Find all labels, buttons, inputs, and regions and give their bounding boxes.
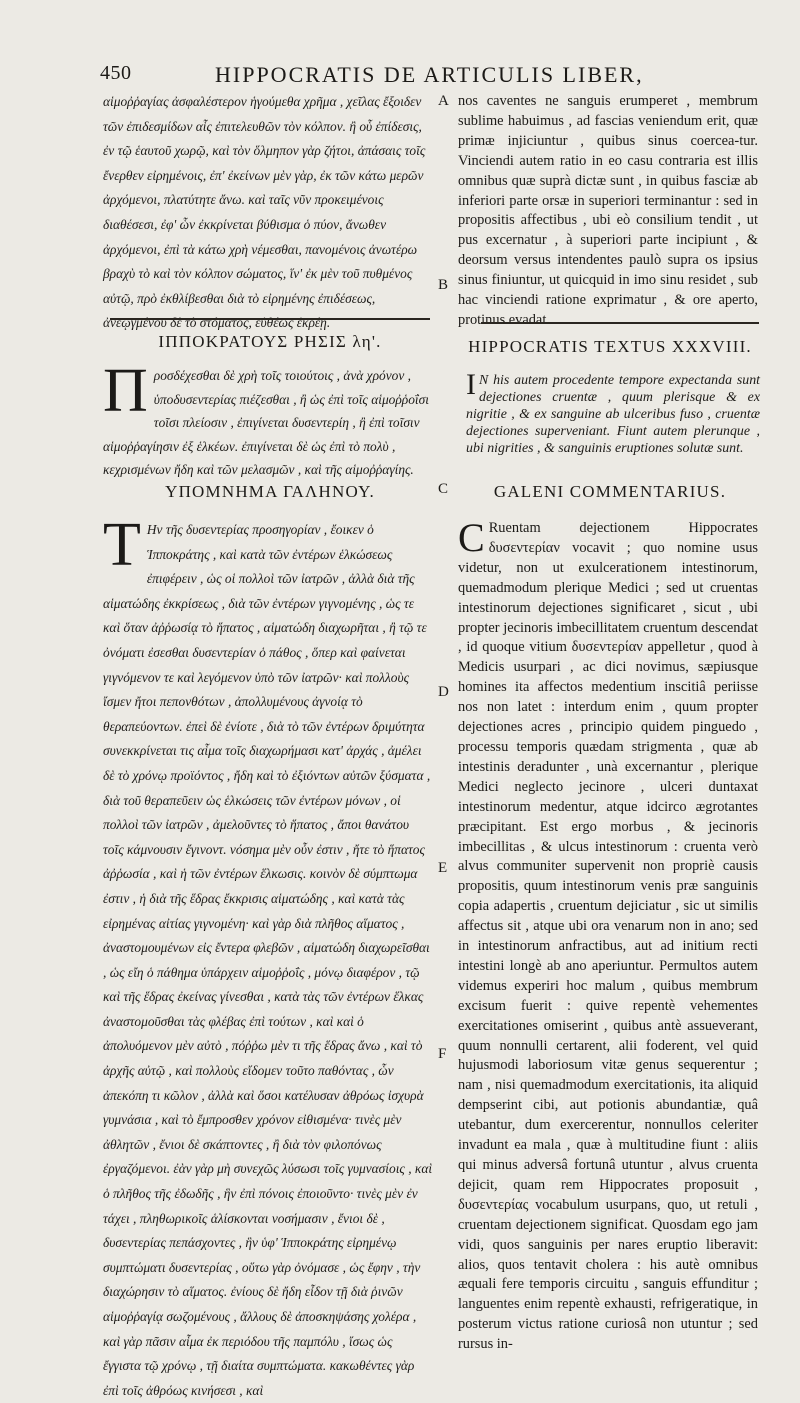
margin-letter-c: C — [438, 481, 449, 497]
margin-letter-d: D — [438, 684, 449, 700]
greek-commentary-initial: Τ — [103, 511, 141, 579]
greek-top-text: αἱμοῤῥαγίας ἀσφαλέστερον ἡγούμεθα χρῆμα , χεῖλας ἔξοιδεν τῶν ἐπιδεσμίδων αἷς ἐπιτελευθῶν τὸν κόλπον. ἢ οὗ ἐπίδεσις, ἐν τῷ ἑαυτοῦ χωρῷ, καὶ τὸν ὅλμηπον γὰρ ζήτοι, ἀπάσαις τοῖς ἔνερθεν εἰρημένοις, ἐπ' ἐκείνων μὲν γὰρ, ἐκ τῶν κάτω μερῶν ἀρχόμενοι, πλατύτητε ἄνω. καὶ ταῖς νῦν προκειμένοις διαθέσεσι, ἐφ' ὧν ἐκκρίνεται βύθισμα ὁ πύον, ἄνωθεν ἀρχόμενοι, ἐπὶ τὰ κάτω χρὴ νέμεσθαι, πανομένοις ἀνωτέρω βραχὺ τὸ καὶ τὸν κόλπον σώματος, ἵν' ἐκ μὲν τοῦ πυθμένος αὐτῷ, πρὸ ἐκθλίβεσθαι διὰ τὸ εἰρημένης ἐπιδέσεως, ἀνεῳγμένου δὲ τὸ στόματος, εὐθέως ἐκρέῃ. — [103, 94, 426, 331]
latin-textus-initial: I — [466, 368, 476, 401]
latin-text-heading: HIPPOCRATIS TEXTUS XXXVIII. — [468, 337, 752, 356]
greek-commentary-heading: ΥΠΟΜΝΗΜΑ ΓΑΛΗΝΟΥ. — [165, 482, 375, 501]
greek-commentary — [103, 511, 433, 1398]
greek-commentary-text: Ην τῆς δυσεντερίας προσηγορίαν , ἔοικεν ὁ Ἱπποκράτης , καὶ κατὰ τῶν ἐντέρων ἑλκώσεως ἐπιφέρειν , ὡς οἱ πολλοὶ τῶν ἰατρῶν , ἀλλὰ διὰ τῆς αἱματώδης ἐκκρίσεως , διὰ τῶν ἐντέρων γιγνομένης , ὡς τε καὶ ὅταν ἀῤῥωσίᾳ τὸ ἥπατος , αἱματώδη διαχωρῆται , ἢ τῷ τε ὀνόματι ἐσεσθαι δυσεντερίαν ὁ πάθος , ὅπερ καὶ φαίνεται γιγνόμενον τε καὶ λεγόμενον ὑπὸ τῶν ἰατρῶν· καὶ πολλοὺς ἴσμεν ἤτοι πεπονθότων , ἀπολλυμένους ἀγνοίᾳ τὸ θεραπεύοντων. ἐπεὶ δὲ ἐνίοτε , διὰ τὸ τῶν ἐντέρων δριμύτητα συνεκκρίνεται τις αἷμα τοῖς διαχωρήμασι κατ' ἀρχάς , ἀμέλει δὲ τὸ χρόνῳ προϊόντος , ἤδη καὶ τὸ ἐξιόντων αὐτῶν ξύσματα , διὰ τοῦ θεραπεῦειν ὡς ἑλκώσεις τῶν ἐντέρων μόνων , οἱ πολλοὶ τῶν ἰατρῶν , ἀμελοῦντες τὸ ἥπατος , ἄποι θανάτου τοῖς κάμνουσιν ἔγινοντ. νόσημα μὲν οὖν ἐστιν , ἤτε τὸ ἥπατος ἀῤῥωσία , καὶ ἡ τῶν ἐντέρων ἕλκωσις. κοινὸν δὲ σύμπτωμα ἐστιν , ἡ διὰ τῆς ἕδρας ἔκκρισις αἱματώδης , καὶ κατὰ τὰς εἰρημένας αἰτίας γιγνομένη· καὶ γὰρ διὰ πλῆθος αἵματος , ἀναστομουμένων εἰς ἔντερα φλεβῶν , αἱματώδη διαχωρεῖσθαι , ὡς εἴη ὁ πάθημα ὑπάρχειν αἱμοῤῥοΐς , μόνῳ διαφέρον , τῷ καὶ τῆς ἕδρας ἐκείνας γίνεσθαι , κατὰ τὰς τῶν ἐντέρων ἕλκας ἀναστομοῦσθαι τὰς φλέβας ἐπὶ τούτων , καὶ καὶ ὁ ἀπολυόμενον μὲν αὐτὸ , πόῤῥω μὲν τι τῆς ἕδρας ἄνω , καὶ τὸ ἀρχῆς αὐτῷ , καὶ πολλοὺς εἴδομεν τοῦτο παθόντας , ὧν ἀπεκόπη τι κῶλον , ἀλλὰ καὶ ὅσοι κατέλυσαν ἀθρόως ἰσχυρὰ γυμνάσια , καὶ τὸ ἔμπροσθεν χρόνον εἰθισμένα· τινὲς μὲν ἀθλητῶν , ἔνιοι δὲ σκάπτοντες , ἢ διὰ τὸν φιλοπόνως ἐργαζόμενοι. ἐὰν γὰρ μὴ συνεχῶς λύσωσι τοῖς γυμνασίοις , καὶ ὁ πλῆθος τῆς ἐδωδῆς , ἣν ἐπὶ πόνοις ἐποιοῦντο· τινὲς μὲν ἐν τάχει , πληθωρικοῖς ἁλίσκονται νοσήμασιν , ἔνιοι δὲ , δυσεντερίας πεπάσχοντες , ἣν ὑφ' Ἱπποκράτης εἰρημένῳ συμπτώματι δυσεντερίας , οὕτω γὰρ ὀνόμασε , ὡς ἔφην , τὴν διαχώρησιν τὸ αἵματος. ἐνίους δὲ ἤδη εἶδον τῇ διὰ ῥινῶν αἱμοῤῥαγίᾳ σωζομένους , ἄλλους δὲ ἀποσκηψάσης χολέρα , καὶ γὰρ πᾶσιν αἷμα ἐκ περιόδου τῆς παμπόλυ , ἴσως ὡς ἔγγιστα τῷ χρόνῳ , τῇ διαίτα συμπτώματα. κακωθέντες γὰρ ἐπὶ τοῖς ἀθρόως κινήσεσι , καὶ — [103, 522, 433, 1398]
page-number: 450 — [100, 62, 132, 84]
greek-textus-text: ροσδέχεσθαι δὲ χρὴ τοῖς τοιούτοις , ἀνὰ χρόνον , ὑποδυσεντερίας πιέζεσθαι , ἢ ὡς ἐπὶ τοῖς αἱμοῤῥοΐσι τοῖσι πλείοσιν , ἐπιγίνεται δυσεντερίη , ἢ ἐπὶ τοῖσιν αἱμοῤῥαγίησιν ἐξ ἑλκέων. ἐπιγίνεται δὲ ὡς ἐπὶ τὸ πολὺ , κεχρισμένων ἤδη καὶ τῶν μελασμῶν , καὶ τῆς αἱμοῤῥαγίης. — [103, 368, 429, 478]
latin-section-rule — [481, 322, 759, 324]
latin-textus — [466, 368, 760, 457]
margin-letter-f: F — [438, 1046, 447, 1062]
greek-text-heading: ΙΠΠΟΚΡΑΤΟΥΣ ΡΗΣΙΣ λη'. — [158, 332, 382, 351]
greek-textus-initial: Π — [103, 357, 148, 425]
margin-letter-e: E — [438, 860, 448, 876]
latin-top-text: nos caventes ne sanguis erumperet , membrum sublime habuimus , ad fascias veniendum erit, quæ primæ injiciuntur , quibus sinus coercea-tur. Vinciendi autem ratio in eo casu contraria est illis omnibus quæ suprà dictæ sunt , in quibus fasciæ ab inferiori parte orsæ in superiori terminantur : sed in propositis affectibus , ubi eò consilium tendit , ut pus excernatur , à superiori parte incipiunt , & deorsum versus intendentes paulò supra os ipsius sinus finiuntur, ut quicquid in imo sinu residet , sub hac vinciendi ratione exprimatur , & ore aperto, protinus evadat. — [458, 93, 758, 328]
latin-commentary — [458, 515, 758, 1353]
latin-commentary-heading: GALENI COMMENTARIUS. — [493, 482, 727, 501]
running-title: HIPPOCRATIS DE ARTICULIS LIBER, — [215, 62, 644, 87]
latin-textus-text: N his autem procedente tempore expectanda sunt dejectiones cruentæ , quum plerisque & ex nigritie , & ex sanguine ab ulceribus fuso , cruentæ dejectiones superveniant. Fiunt autem plerunque , ubi nigrities , & sanguinis eruptiones solutæ sunt. — [466, 373, 760, 457]
margin-letter-a: A — [438, 93, 449, 109]
latin-commentary-initial: C — [458, 515, 485, 560]
margin-letter-b: B — [438, 277, 449, 293]
greek-top-paragraph — [103, 90, 433, 331]
greek-section-rule — [110, 318, 430, 320]
latin-commentary-text: Ruentam dejectionem Hippocrates δυσεντερίαν vocavit ; quo nomine usus videtur, non ut exulcerationem intestinorum, quemadmodum plerique Medici ; sed ut cruentas intestinorum dejectiones significaret , sicut , ubi propter jecinoris imbecillitatem cruentum descendat , id quoque vitium δυσεντερίαν appelletur , quod à Medicis usurpari , ac dici novimus, sæpiusque homines ita affectos medentium inscitiâ periisse nos non latet : interdum enim , quum propter dejectiones acres , principio quidem pinguedo , processu temporis quædam strigmenta , quæ ab intestinis deradunter , unà excernantur , plerique Medici neglecto jecinore , ulceri duntaxat intestinorum medentur, atque idcirco ægrotantes præcipitant. Est ergo morbus , & jecinoris imbecillitas , & ulcus intestinorum : cruenta verò alvus communiter supervenit non propriè causis propositis, quum intestinorum venis præ sanguinis copia adapertis , cruentum dejiciatur , sic ut similis affectus sit , atque ubi ora venarum non in ano; sed in intestinorum anfractibus, aut ad initium recti intestini longè ab ano aperiuntur. Permultos autem videmus experiri hoc malum , quibus membrum excisum fuerit : quive repentè vehementes exercitationes omiserint , quibus antè assueverant, quum nonnulli certarent, alii foderent, vel quid hujusmodi laboriosum vitæ genus sequerentur ; nam , nisi quemadmodum exercitationis, ita aliquid dempserint cibi, aut potionis abundantiæ, quâ utebantur, dum exercerentur, nonnullos celeriter invadunt ea mala , quæ à multitudine fiunt : aliis qui minus adversâ fortunâ utuntur , alvus cruenta dejicit, quam rem Hippocrates proposuit , δυσεντερίας vocabulum usurpans, quo, ut retuli , cruentam dejectionem significat. Quosdam ego jam vidi, quos sanguinis per nares eruptio liberavit: alios, quos tentavit cholera : his autè omnibus æquali fere temporis circuitu , sanguis effunditur ; languentes enim repentè exhausti, refrigeratique, in posterum victus ratione curiosâ non utuntur ; sed rursus in- — [458, 520, 758, 1353]
greek-textus — [103, 357, 433, 478]
latin-top-paragraph — [458, 92, 758, 328]
